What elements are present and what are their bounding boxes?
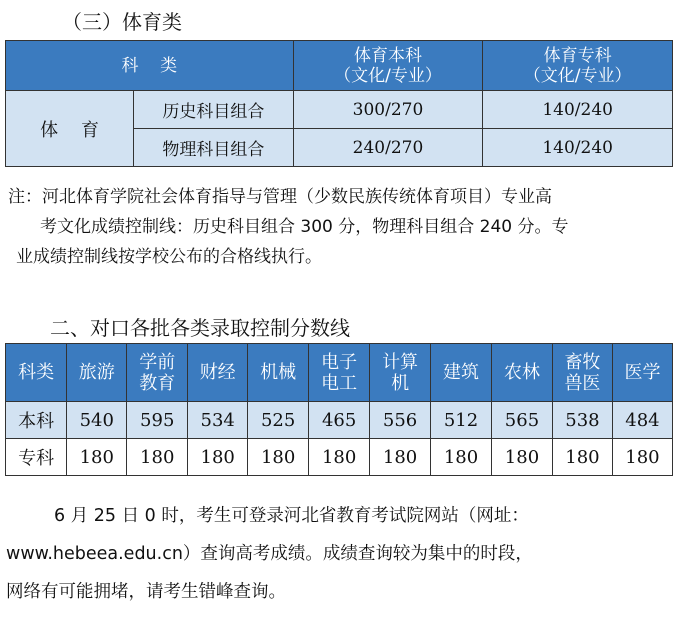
sports-score-table <box>5 40 673 167</box>
cell-value: 565 <box>492 402 553 439</box>
cell-value: 140/240 <box>483 129 673 167</box>
table-note <box>8 182 668 272</box>
cell-value: 180 <box>370 439 431 476</box>
cell-value: 180 <box>67 439 127 476</box>
cell-value: 180 <box>127 439 188 476</box>
header-undergrad: 体育本科 （文化/专业） <box>293 41 483 91</box>
cell-value: 140/240 <box>483 91 673 129</box>
note-line: 注：河北体育学院社会体育指导与管理（少数民族传统体育项目）专业高 <box>8 187 552 207</box>
column-header: 机械 <box>248 344 309 402</box>
column-header: 建筑 <box>431 344 492 402</box>
row-group-label: 体 育 <box>6 91 134 167</box>
table-row <box>6 402 673 439</box>
cell-value: 180 <box>188 439 248 476</box>
cell-value: 180 <box>309 439 370 476</box>
column-header: 旅游 <box>67 344 127 402</box>
cell-value: 300/270 <box>293 91 483 129</box>
column-header: 财经 <box>188 344 248 402</box>
note-line: 业成绩控制线按学校公布的合格线执行。 <box>16 247 322 267</box>
cell-value: 534 <box>188 402 248 439</box>
column-header: 学前 教育 <box>127 344 188 402</box>
column-header: 科类 <box>6 344 67 402</box>
cell-value: 540 <box>67 402 127 439</box>
column-header: 计算 机 <box>370 344 431 402</box>
section2-title: 二、对口各批各类录取控制分数线 <box>50 316 350 340</box>
cell-value: 240/270 <box>293 129 483 167</box>
column-header: 医学 <box>612 344 672 402</box>
row-label: 历史科目组合 <box>134 91 293 129</box>
header-subject: 科 类 <box>6 41 294 91</box>
row-label: 本科 <box>6 402 67 439</box>
cell-value: 595 <box>127 402 188 439</box>
paragraph-line: 网络有可能拥堵，请考生错峰查询。 <box>6 582 286 602</box>
table-row <box>6 439 673 476</box>
cell-value: 512 <box>431 402 492 439</box>
cell-value: 525 <box>248 402 309 439</box>
cell-value: 180 <box>612 439 672 476</box>
row-label: 物理科目组合 <box>134 129 293 167</box>
cell-value: 180 <box>492 439 553 476</box>
paragraph-line: 6 月 25 日 0 时，考生可登录河北省教育考试院网站（网址： <box>54 506 529 526</box>
column-header: 电子 电工 <box>309 344 370 402</box>
cell-value: 538 <box>552 402 612 439</box>
column-header: 农林 <box>492 344 553 402</box>
section3-title: （三）体育类 <box>62 10 182 34</box>
cell-value: 180 <box>431 439 492 476</box>
cell-value: 484 <box>612 402 672 439</box>
note-line: 考文化成绩控制线：历史科目组合 300 分，物理科目组合 240 分。专 <box>40 217 569 237</box>
cell-value: 180 <box>248 439 309 476</box>
row-label: 专科 <box>6 439 67 476</box>
header-college: 体育专科 （文化/专业） <box>483 41 673 91</box>
table-row <box>6 91 673 129</box>
paragraph-line: www.hebeea.edu.cn）查询高考成绩。成绩查询较为集中的时段， <box>6 544 533 564</box>
cell-value: 465 <box>309 402 370 439</box>
column-header: 畜牧 兽医 <box>552 344 612 402</box>
cell-value: 180 <box>552 439 612 476</box>
notice-paragraph <box>6 497 678 611</box>
vocational-score-table <box>5 343 673 476</box>
cell-value: 556 <box>370 402 431 439</box>
